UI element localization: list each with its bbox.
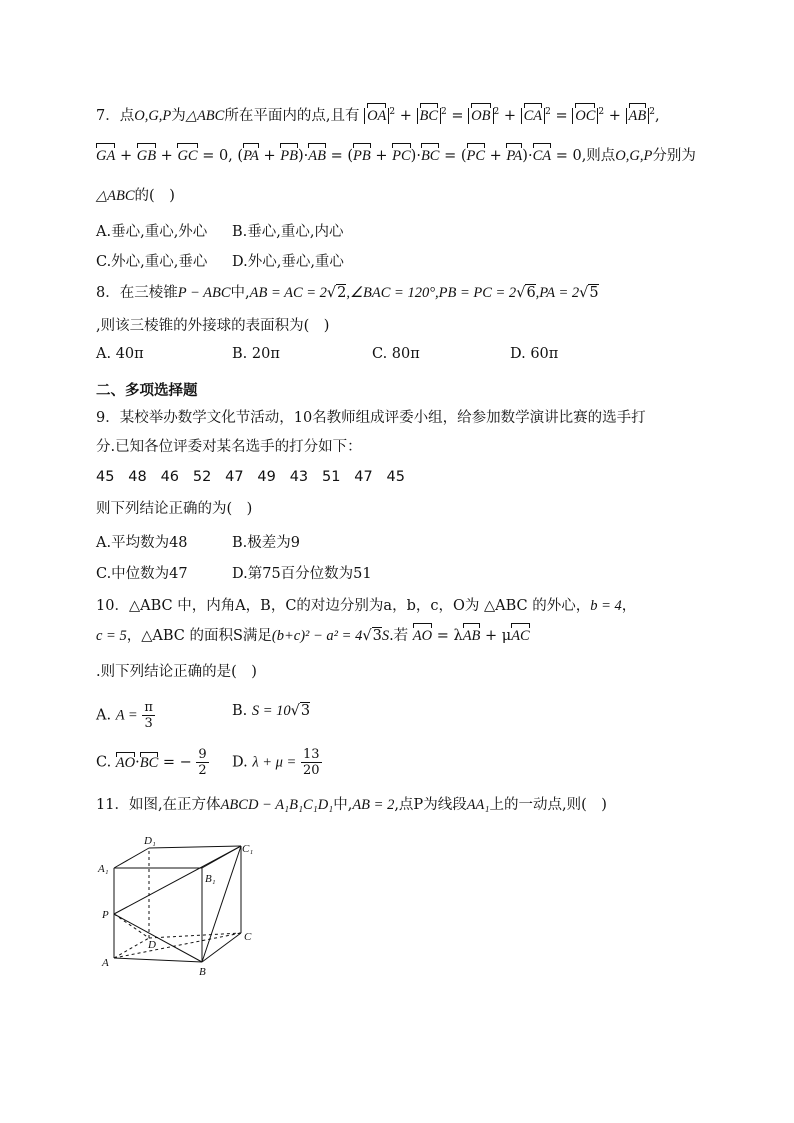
edge-ad [114, 938, 149, 958]
label-c1: C₁ [242, 843, 254, 855]
label-b: B [199, 966, 206, 978]
q7-option-b: B.垂心,重心,内心 [232, 224, 344, 240]
q9-scores: 45 48 46 52 47 49 43 51 47 45 [96, 469, 405, 485]
label-p: P [102, 909, 109, 921]
q7-line2: GA + GB + GC = 0, (PA + PB)·AB = (PB + PC)·BC = (PC + PA)·CA = 0,则点O,G,P分别为 [96, 148, 696, 164]
edge-ab [114, 958, 202, 962]
line-pb [114, 914, 202, 962]
q9-option-c: C.中位数为47 [96, 566, 188, 582]
q10-line1: 10．△ABC 中，内角A，B，C的对边分别为a，b，c，O为 △ABC 的外心，b = 4， [96, 598, 637, 614]
q10-line2: c = 5，△ABC 的面积S满足(b+c)² − a² = 4√3S.若 AO = λAB + μAC [96, 628, 530, 644]
edge-pd [114, 914, 149, 938]
q8-option-a: A. 40π [96, 346, 144, 362]
q10-option-c: C. AO·BC = − $\frac{9}{2}$ [96, 747, 207, 778]
q8-line2: ,则该三棱锥的外接球的表面积为( ) [96, 318, 330, 334]
q10-option-a: A. A = $\frac{\pi}{3}$ [96, 700, 153, 731]
label-a: A [102, 957, 109, 969]
label-b1: B₁ [205, 873, 216, 885]
q9-line1: 9．某校举办数学文化节活动，10名教师组成评委小组，给参加数学演讲比赛的选手打 [96, 410, 646, 426]
q9-option-a: A.平均数为48 [96, 535, 188, 551]
label-d: D [148, 939, 156, 951]
label-d1: D₁ [144, 835, 156, 847]
q10-line3: .则下列结论正确的是( ) [96, 664, 257, 680]
label-a1: A₁ [98, 863, 109, 875]
edge-a1d1 [114, 848, 149, 868]
q9-line3: 则下列结论正确的为( ) [96, 501, 253, 517]
q8-option-b: B. 20π [232, 346, 280, 362]
q10-option-b: B. S = 10√3 [232, 703, 311, 719]
q9-option-b: B.极差为9 [232, 535, 300, 551]
section-heading-multiple-choice: 二、多项选择题 [96, 383, 198, 399]
q8-line1: 8．在三棱锥P − ABC中,AB = AC = 2√2,∠BAC = 120°,PB = PC = 2√6,PA = 2√5 [96, 285, 599, 301]
q7-option-d: D.外心,垂心,重心 [232, 254, 344, 270]
q7-option-c: C.外心,重心,垂心 [96, 254, 208, 270]
q7-line3: △ABC的( ) [96, 188, 175, 204]
edge-ac [114, 933, 241, 958]
q11-line1: 11．如图,在正方体ABCD − A₁B₁C₁D₁中,AB = 2,点P为线段AA₁上的一动点,则( ) [96, 797, 607, 813]
label-c: C [244, 931, 252, 943]
q10-option-d: D. λ + μ = $\frac{13}{20}$ [232, 747, 320, 778]
q8-option-c: C. 80π [372, 346, 420, 362]
q7-line1: 7．点O,G,P为△ABC所在平面内的点,且有 OA $^2$ + BC $^2$ = OB $^2$ + CA $^2$ = OC $^2$ + AB $^2$, [96, 107, 660, 124]
q9-line2: 分.已知各位评委对某名选手的打分如下： [96, 439, 362, 455]
q8-option-d: D. 60π [510, 346, 559, 362]
edge-d1c1 [149, 846, 241, 848]
edge-bc [202, 933, 241, 962]
cube-figure [94, 830, 264, 978]
q9-option-d: D.第75百分位数为51 [232, 566, 372, 582]
q7-option-a: A.垂心,重心,外心 [96, 224, 208, 240]
